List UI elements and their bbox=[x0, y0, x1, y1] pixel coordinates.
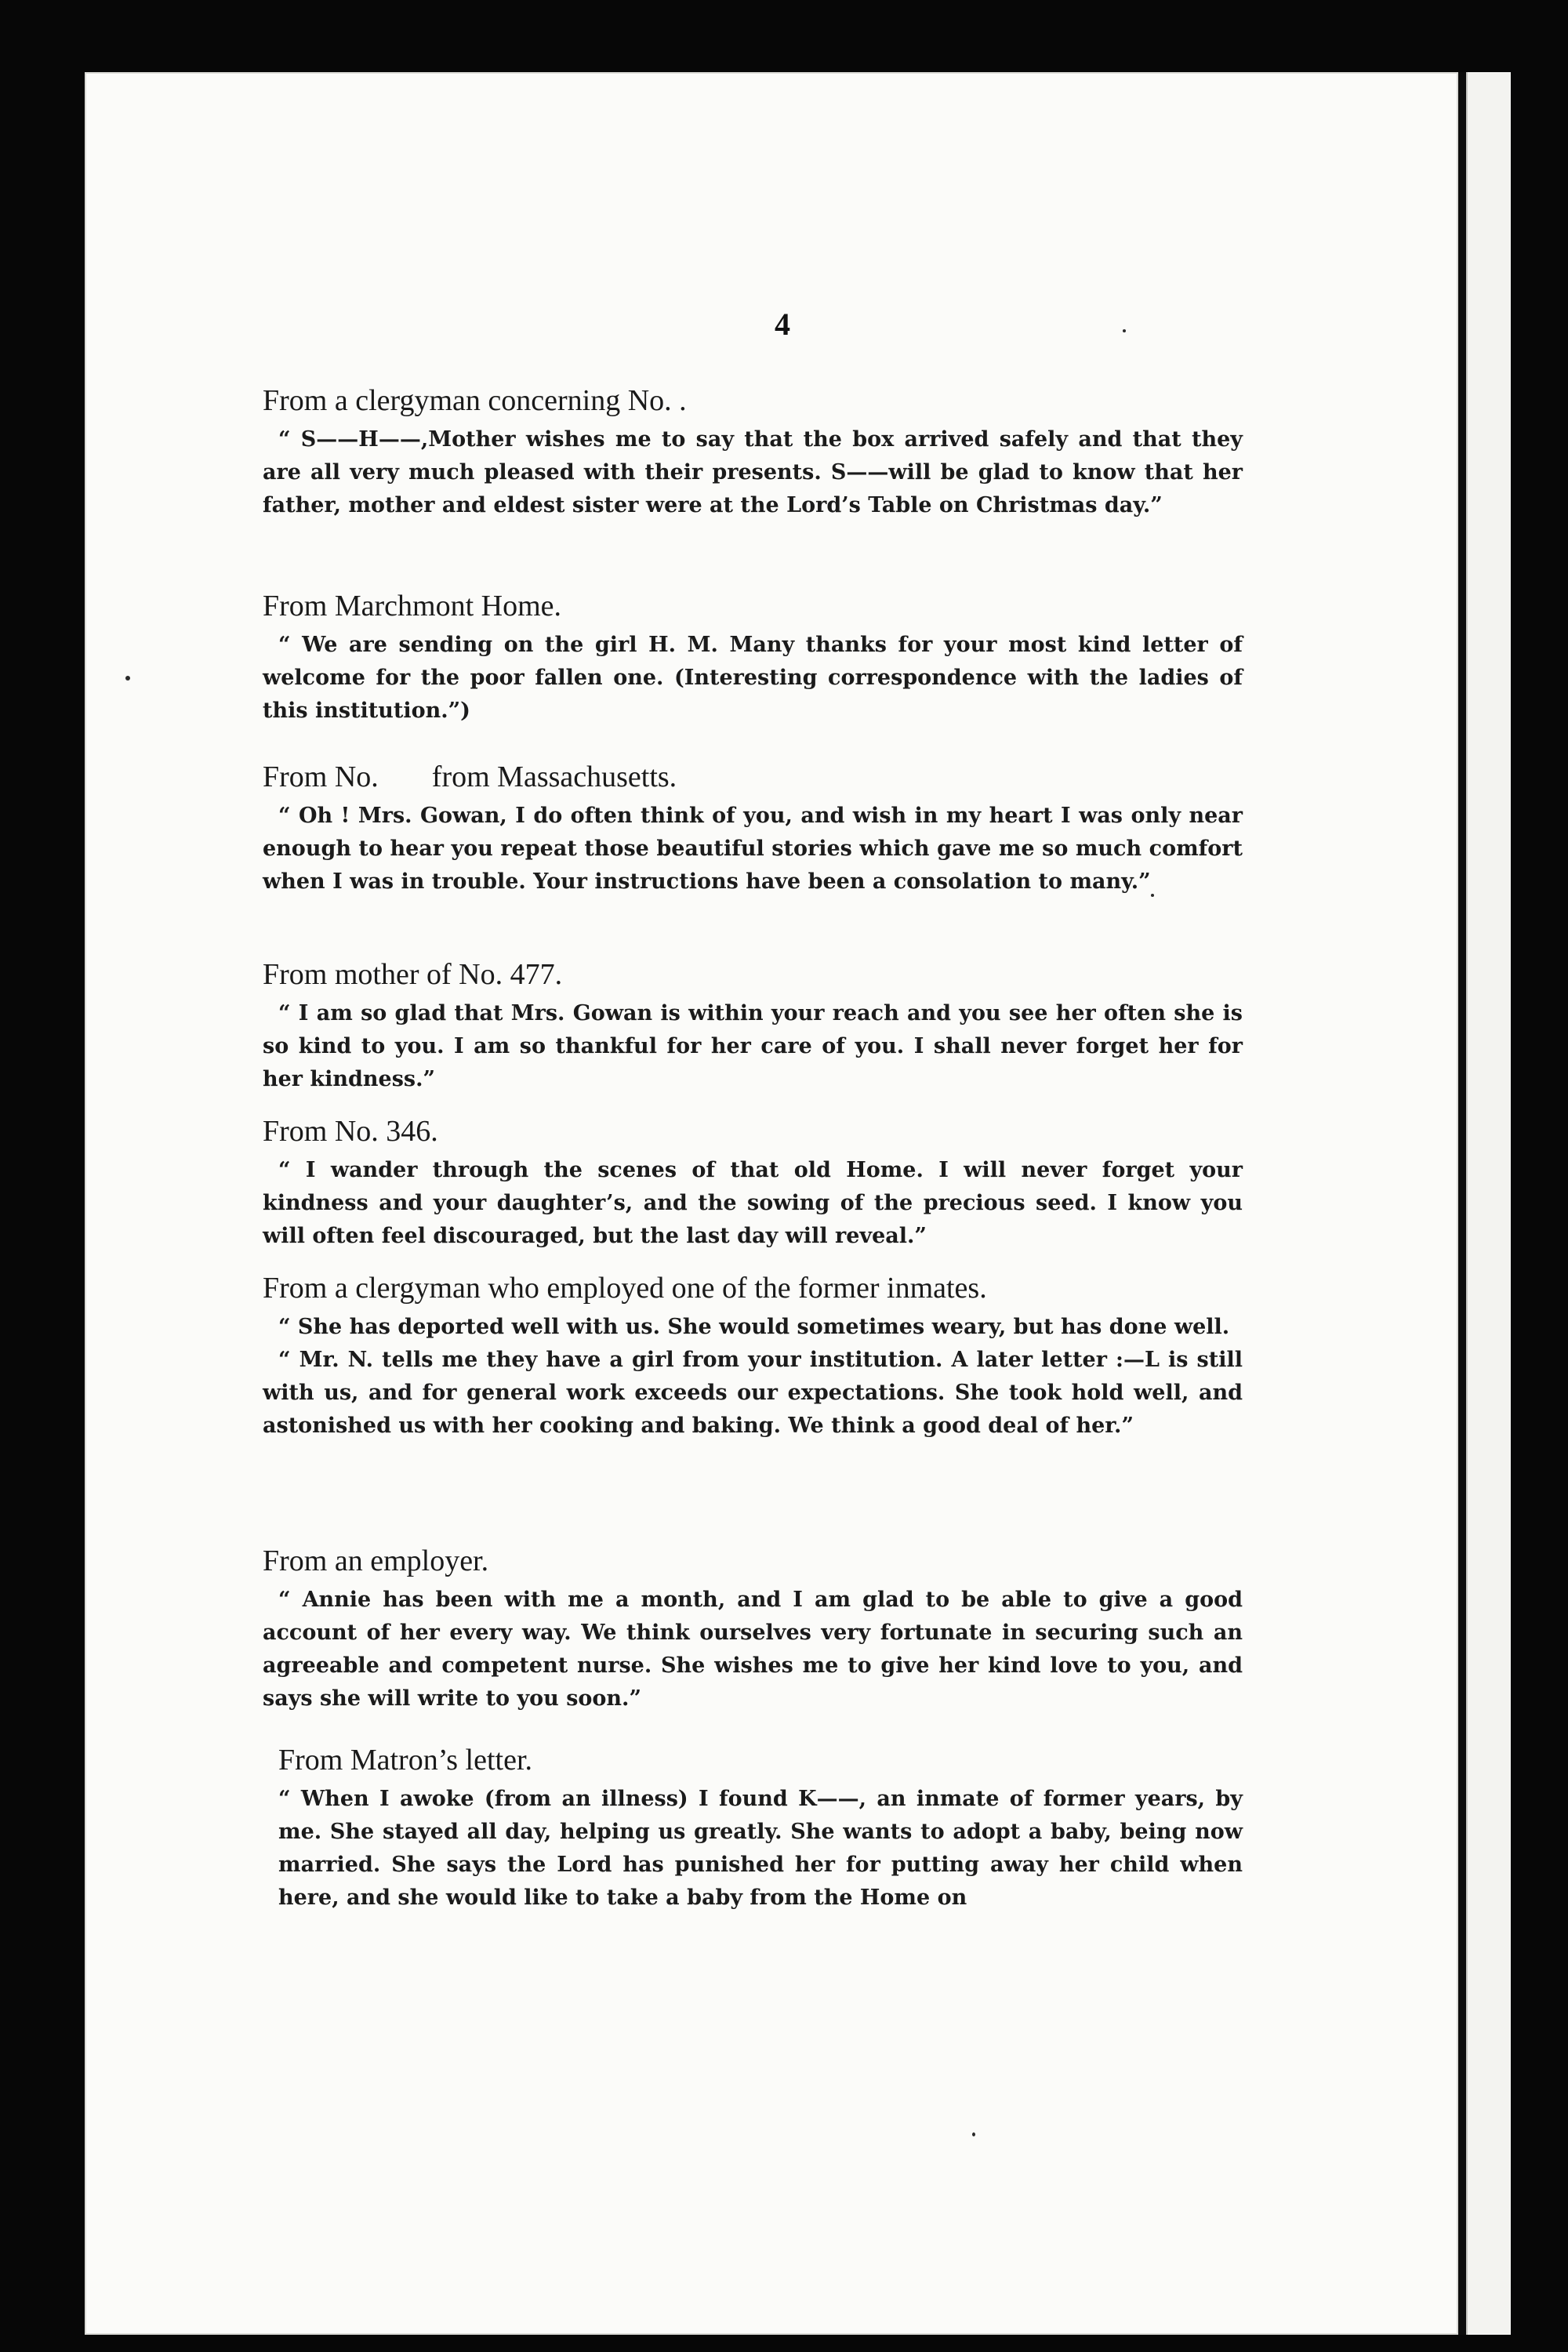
letter-paragraph: “ I am so glad that Mrs. Gowan is within your reach and you see her often she is so kind to you. I am so thankful for her care of you. I shall never forget her for her kindness.” bbox=[263, 1001, 1243, 1091]
scan-speck bbox=[1123, 329, 1126, 332]
section-heading: From mother of No. 477. bbox=[263, 958, 563, 991]
letter-section bbox=[278, 1742, 1243, 1915]
section-heading: From a clergyman who employed one of the former inmates. bbox=[263, 1272, 987, 1305]
letter-section bbox=[263, 956, 1243, 1096]
page-gutter bbox=[1458, 72, 1466, 2335]
letter-section bbox=[263, 1543, 1243, 1715]
section-heading: From Marchmont Home. bbox=[263, 590, 562, 622]
letter-paragraph: “ When I awoke (from an illness) I found K——, an inmate of former years, by me. She stayed all day, helping us greatly. She wants to adopt a baby, being now married. She says the Lord has punished her for putting away her child when here, and she would like to take a baby from the Home on bbox=[278, 1787, 1243, 1910]
letter-section bbox=[263, 383, 1243, 522]
letter-section bbox=[263, 588, 1243, 728]
section-heading: From No. 346. bbox=[263, 1115, 438, 1148]
scan-speck bbox=[1151, 894, 1154, 897]
section-heading: From a clergyman concerning No. . bbox=[263, 384, 687, 417]
section-heading: From Matron’s letter. bbox=[278, 1744, 533, 1777]
page-number: 4 bbox=[775, 307, 790, 342]
section-heading: From an employer. bbox=[263, 1544, 489, 1577]
letter-paragraph: “ Annie has been with me a month, and I am glad to be able to give a good account of her every way. We think ourselves very fortunate in securing such an agreeable and competent nurse. She wishes me to give her kind love to you, and says she will write to you soon.” bbox=[263, 1588, 1243, 1711]
scan-speck bbox=[125, 676, 130, 681]
section-heading bbox=[263, 759, 1243, 795]
letter-paragraph: “ She has deported well with us. She would sometimes weary, but has done well. bbox=[278, 1315, 1230, 1339]
scan-speck bbox=[972, 2132, 975, 2136]
letter-paragraph: “ Mr. N. tells me they have a girl from your institution. A later letter :—L is still with us, and for general work exceeds our expectations. She took hold well, and astonished us with her cooking and baking. We think a good deal of her.” bbox=[263, 1348, 1243, 1438]
letter-paragraph: “ We are sending on the girl H. M. Many thanks for your most kind letter of welcome for the poor fallen one. (Interesting correspondence with the ladies of this institution.”) bbox=[263, 633, 1243, 723]
letter-section bbox=[263, 1113, 1243, 1253]
adjacent-page-edge bbox=[1466, 72, 1511, 2335]
letter-paragraph: “ Oh ! Mrs. Gowan, I do often think of you, and wish in my heart I was only near enough to hear you repeat those beautiful stories which gave me so much comfort when I was in trouble. Your instructions have been a consolation to many.” bbox=[263, 804, 1243, 894]
letter-section bbox=[263, 759, 1243, 898]
letter-section bbox=[263, 1270, 1243, 1443]
letter-paragraph: “ S——H——,Mother wishes me to say that the box arrived safely and that they are all very much pleased with their presents. S——will be glad to know that her father, mother and eldest sister were at the Lord’s Table on Christmas day.” bbox=[263, 427, 1243, 517]
letter-paragraph: “ I wander through the scenes of that old Home. I will never forget your kindness and your daughter’s, and the sowing of the precious seed. I know you will often feel discouraged, but the last day will reveal.” bbox=[263, 1158, 1243, 1248]
section-heading-part: From No. bbox=[263, 760, 379, 793]
section-heading-part: from Massachusetts. bbox=[431, 760, 677, 793]
